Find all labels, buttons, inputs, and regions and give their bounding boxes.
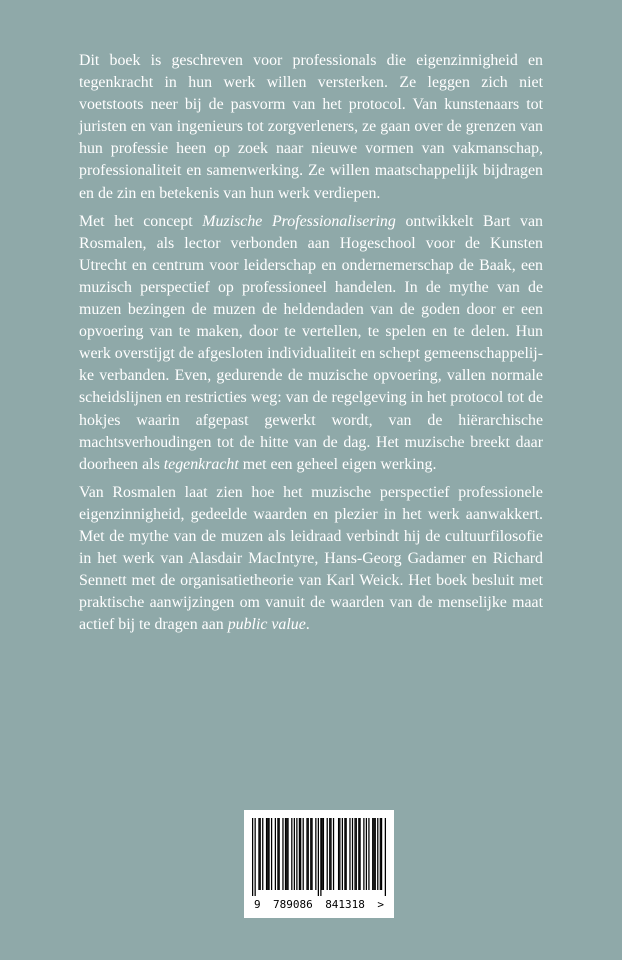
barcode-bar <box>303 818 304 890</box>
barcode-bar <box>258 818 259 890</box>
barcode-bar <box>287 818 288 890</box>
barcode-bar <box>322 818 323 890</box>
barcode-digit-prefix: 9 <box>254 898 261 911</box>
emphasis-term: tegenkracht <box>163 455 239 473</box>
isbn-barcode <box>244 810 394 918</box>
barcode-bar <box>252 818 253 896</box>
barcode-bar <box>372 818 373 890</box>
barcode-bar <box>356 818 357 890</box>
barcode-bar <box>354 818 355 890</box>
text-segment: ontwikkelt Bart van Rosmalen, als lector verbonden aan Hogeschool voor de Kunsten Utrecht en centrum voor leiderschap en ondernemerschap de Baak, een muzisch perspectief op professioneel handelen. In de mythe van de muzen bezingen de muzen de heldendaden van de goden door er een opvoering van te maken, door te vertellen, te spelen en te delen. Hun werk overstijgt de afgesloten individualiteit en schept gemeenschappelijke verbanden. Even, gedurende de muzische opvoering, vallen normale scheidslijnen en restricties weg: van de regelgeving in het protocol tot de hokjes waarin afgepast gewerkt wordt, van de hiërarchische machtsverhoudingen tot de hitte van de dag. Het muzische breekt daar doorheen als <box>79 212 543 473</box>
barcode-bar <box>260 818 261 890</box>
barcode-bar <box>377 818 378 890</box>
barcode-bar <box>266 818 267 890</box>
barcode-bar <box>296 818 297 890</box>
barcode-bar <box>381 818 382 890</box>
barcode-bar <box>329 818 330 890</box>
barcode-bar <box>373 818 374 890</box>
barcode-bar <box>271 818 272 890</box>
text-segment: met een geheel eigen werking. <box>238 455 437 473</box>
barcode-digit-marker: > <box>377 898 384 911</box>
barcode-bar <box>310 818 311 890</box>
paragraph-author <box>79 482 543 637</box>
barcode-bar <box>339 818 340 890</box>
barcode-bar <box>285 818 286 890</box>
barcode-bar <box>311 818 312 890</box>
text-segment: Met het concept <box>79 212 203 230</box>
back-cover-blurb <box>79 50 543 642</box>
barcode-bar <box>358 818 359 890</box>
barcode-bar <box>268 818 269 890</box>
barcode-bar <box>346 818 347 890</box>
barcode-bar <box>294 818 295 890</box>
barcode-bar <box>323 818 324 890</box>
barcode-bar <box>327 818 328 890</box>
barcode-bar <box>255 818 256 896</box>
emphasis-title: Muzische Professionalisering <box>202 212 396 230</box>
barcode-bar <box>380 818 381 890</box>
text-segment: Van Rosmalen laat zien hoe het muzische perspectief professionele eigenzinnigheid, gedeelde waarden en plezier in het werk aanwakkert. Met de mythe van de muzen als leidraad verbindt hij de cultuurfilosofie in het werk van Alasdair MacIntyre, Hans-Georg Gadamer en Richard Sennett met de organisatietheorie van Karl Weick. Het boek besluit met praktische aanwijzingen om vanuit de waarden van de menselijke maat actief bij te dragen aan <box>79 483 543 634</box>
barcode-bar <box>299 818 300 890</box>
barcode-bar <box>342 818 343 890</box>
barcode-bar <box>375 818 376 890</box>
barcode-bar <box>320 818 321 896</box>
barcode-bar <box>344 818 345 890</box>
barcode-bar <box>315 818 316 890</box>
barcode-bar <box>333 818 334 890</box>
barcode-digit-group-left: 789086 <box>273 898 313 911</box>
barcode-digits <box>252 898 386 911</box>
barcode-bar <box>363 818 364 890</box>
barcode-bar <box>275 818 276 890</box>
barcode-bar <box>267 818 268 890</box>
emphasis-term: public value <box>227 616 306 634</box>
barcode-bar <box>352 818 353 890</box>
barcode-digit-group-right: 841318 <box>325 898 365 911</box>
barcode-bar <box>279 818 280 890</box>
barcode-bar <box>338 818 339 890</box>
barcode-bar <box>330 818 331 890</box>
barcode-bar <box>349 818 350 890</box>
text-segment: . <box>305 616 310 634</box>
barcode-bar <box>308 818 309 890</box>
barcode-bar <box>262 818 263 890</box>
barcode-bars <box>252 818 386 896</box>
paragraph-concept <box>79 211 543 476</box>
barcode-bar <box>359 818 360 890</box>
barcode-bar <box>368 818 369 890</box>
barcode-bar <box>385 818 386 896</box>
barcode-bar <box>286 818 287 890</box>
barcode-bar <box>282 818 283 890</box>
barcode-bar <box>318 818 319 896</box>
barcode-bar <box>291 818 292 890</box>
barcode-bar <box>366 818 367 890</box>
barcode-bar <box>300 818 301 890</box>
barcode-bar <box>277 818 278 890</box>
barcode-bar <box>306 818 307 890</box>
paragraph-intro: Dit boek is geschreven voor professionals die eigenzinnigheid en tegenkracht in hun werk willen versterken. Ze leggen zich niet voetstoots neer bij de pasvorm van het protocol. Van kunstenaars tot juristen en van ingenieurs tot zorgverleners, ze gaan over de grenzen van hun professie heen op zoek naar nieuwe vormen van vakmanschap, professionaliteit en samenwerking. Ze willen maatschappelijk bijdragen en de zin en betekenis van hun werk verdiepen. <box>79 52 543 202</box>
